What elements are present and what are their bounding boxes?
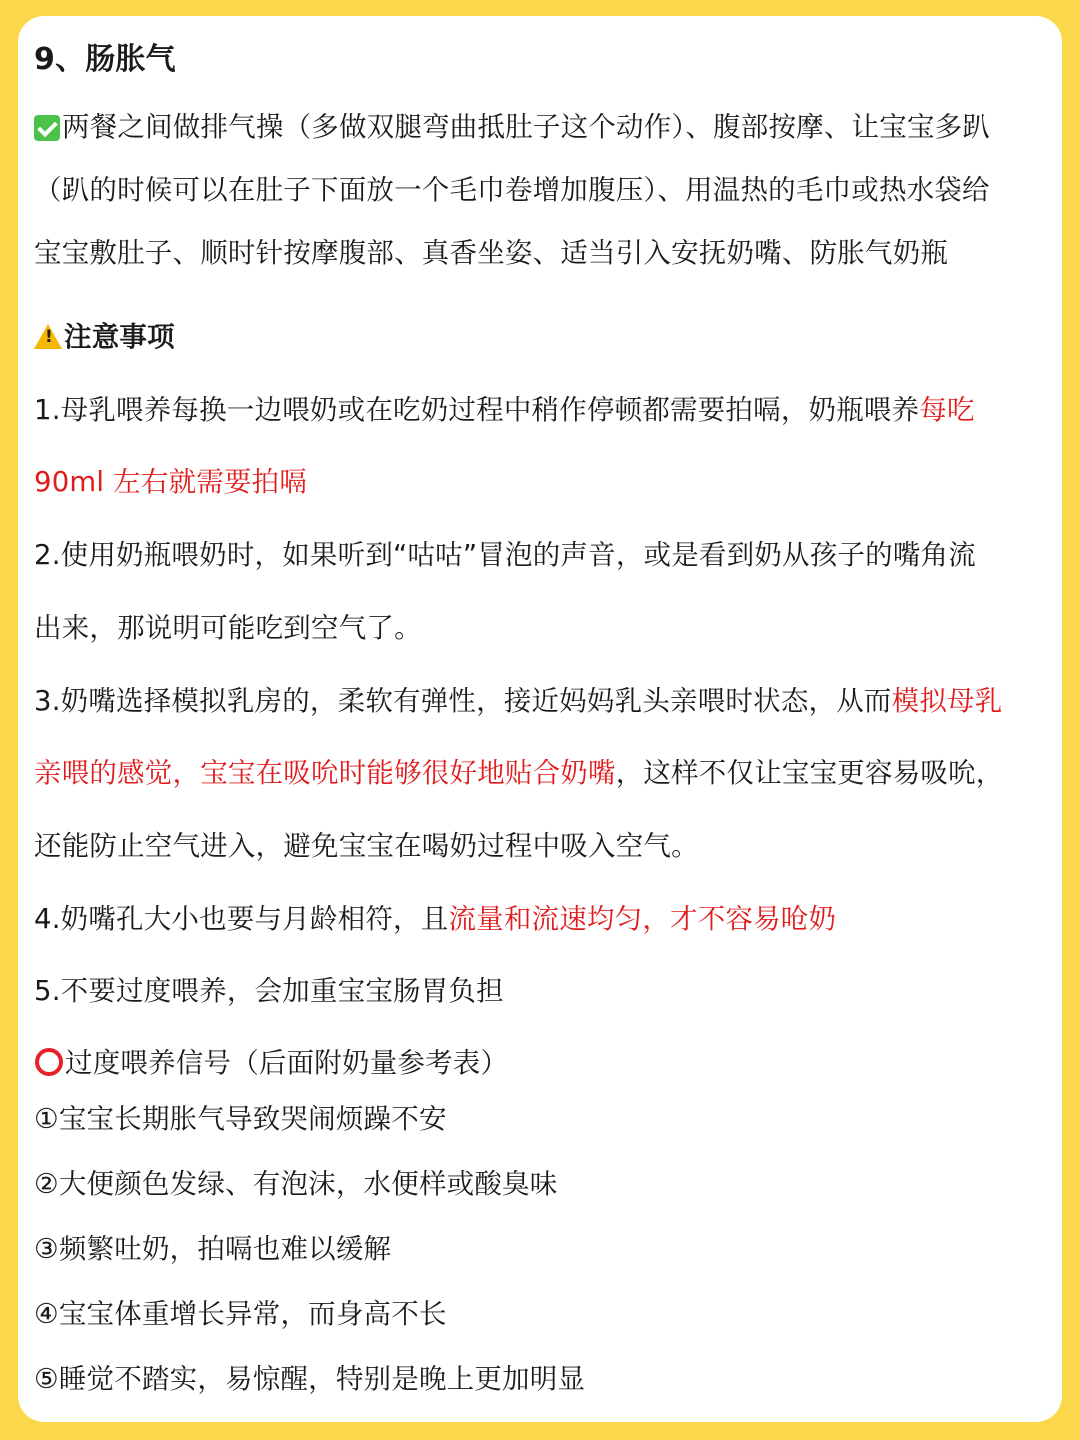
overfeeding-sign-2: ②大便颜色发绿、有泡沫，水便样或酸臭味	[34, 1168, 558, 1200]
overfeeding-sign-5: ⑤睡觉不踏实，易惊醒，特别是晚上更加明显	[34, 1363, 586, 1395]
tip-line-1: 两餐之间做排气操（多做双腿弯曲抵肚子这个动作）、腹部按摩、让宝宝多趴	[34, 107, 1050, 147]
warning-icon	[34, 324, 62, 349]
check-icon	[34, 115, 60, 141]
section-title: 9、肠胀气	[34, 42, 176, 77]
note-item-1-line-2: 90ml 左右就需要拍嗝	[34, 466, 308, 498]
note-item-1-line-1: 1.母乳喂养每换一边喂奶或在吃奶过程中稍作停顿都需要拍嗝，奶瓶喂养每吃	[34, 394, 975, 426]
note-item-2-line-1: 2.使用奶瓶喂奶时，如果听到“咕咕”冒泡的声音，或是看到奶从孩子的嘴角流	[34, 539, 976, 571]
tip-line-3: 宝宝敷肚子、顺时针按摩腹部、真香坐姿、适当引入安抚奶嘴、防胀气奶瓶	[34, 237, 949, 269]
overfeeding-sign-3: ③频繁吐奶，拍嗝也难以缓解	[34, 1233, 392, 1265]
note-item-5: 5.不要过度喂养，会加重宝宝肠胃负担	[34, 975, 504, 1007]
note-item-3-line-3: 还能防止空气进入，避免宝宝在喝奶过程中吸入空气。	[34, 830, 699, 862]
tip-line-2: （趴的时候可以在肚子下面放一个毛巾卷增加腹压）、用温热的毛巾或热水袋给	[34, 174, 990, 206]
note-item-2-line-2: 出来，那说明可能吃到空气了。	[34, 612, 422, 644]
overfeeding-heading: 过度喂养信号（后面附奶量参考表）	[34, 1043, 1050, 1083]
note-item-3-line-1: 3.奶嘴选择模拟乳房的，柔软有弹性，接近妈妈乳头亲喂时状态，从而模拟母乳	[34, 685, 1003, 717]
notes-heading: !注意事项	[34, 317, 1050, 357]
overfeeding-sign-4: ④宝宝体重增长异常，而身高不长	[34, 1298, 447, 1330]
note-item-3-line-2: 亲喂的感觉，宝宝在吸吮时能够很好地贴合奶嘴，这样不仅让宝宝更容易吸吮，	[34, 757, 1004, 789]
red-circle-icon	[35, 1048, 63, 1076]
note-item-4: 4.奶嘴孔大小也要与月龄相符，且流量和流速均匀，才不容易呛奶	[34, 903, 837, 935]
overfeeding-sign-1: ①宝宝长期胀气导致哭闹烦躁不安	[34, 1103, 447, 1135]
